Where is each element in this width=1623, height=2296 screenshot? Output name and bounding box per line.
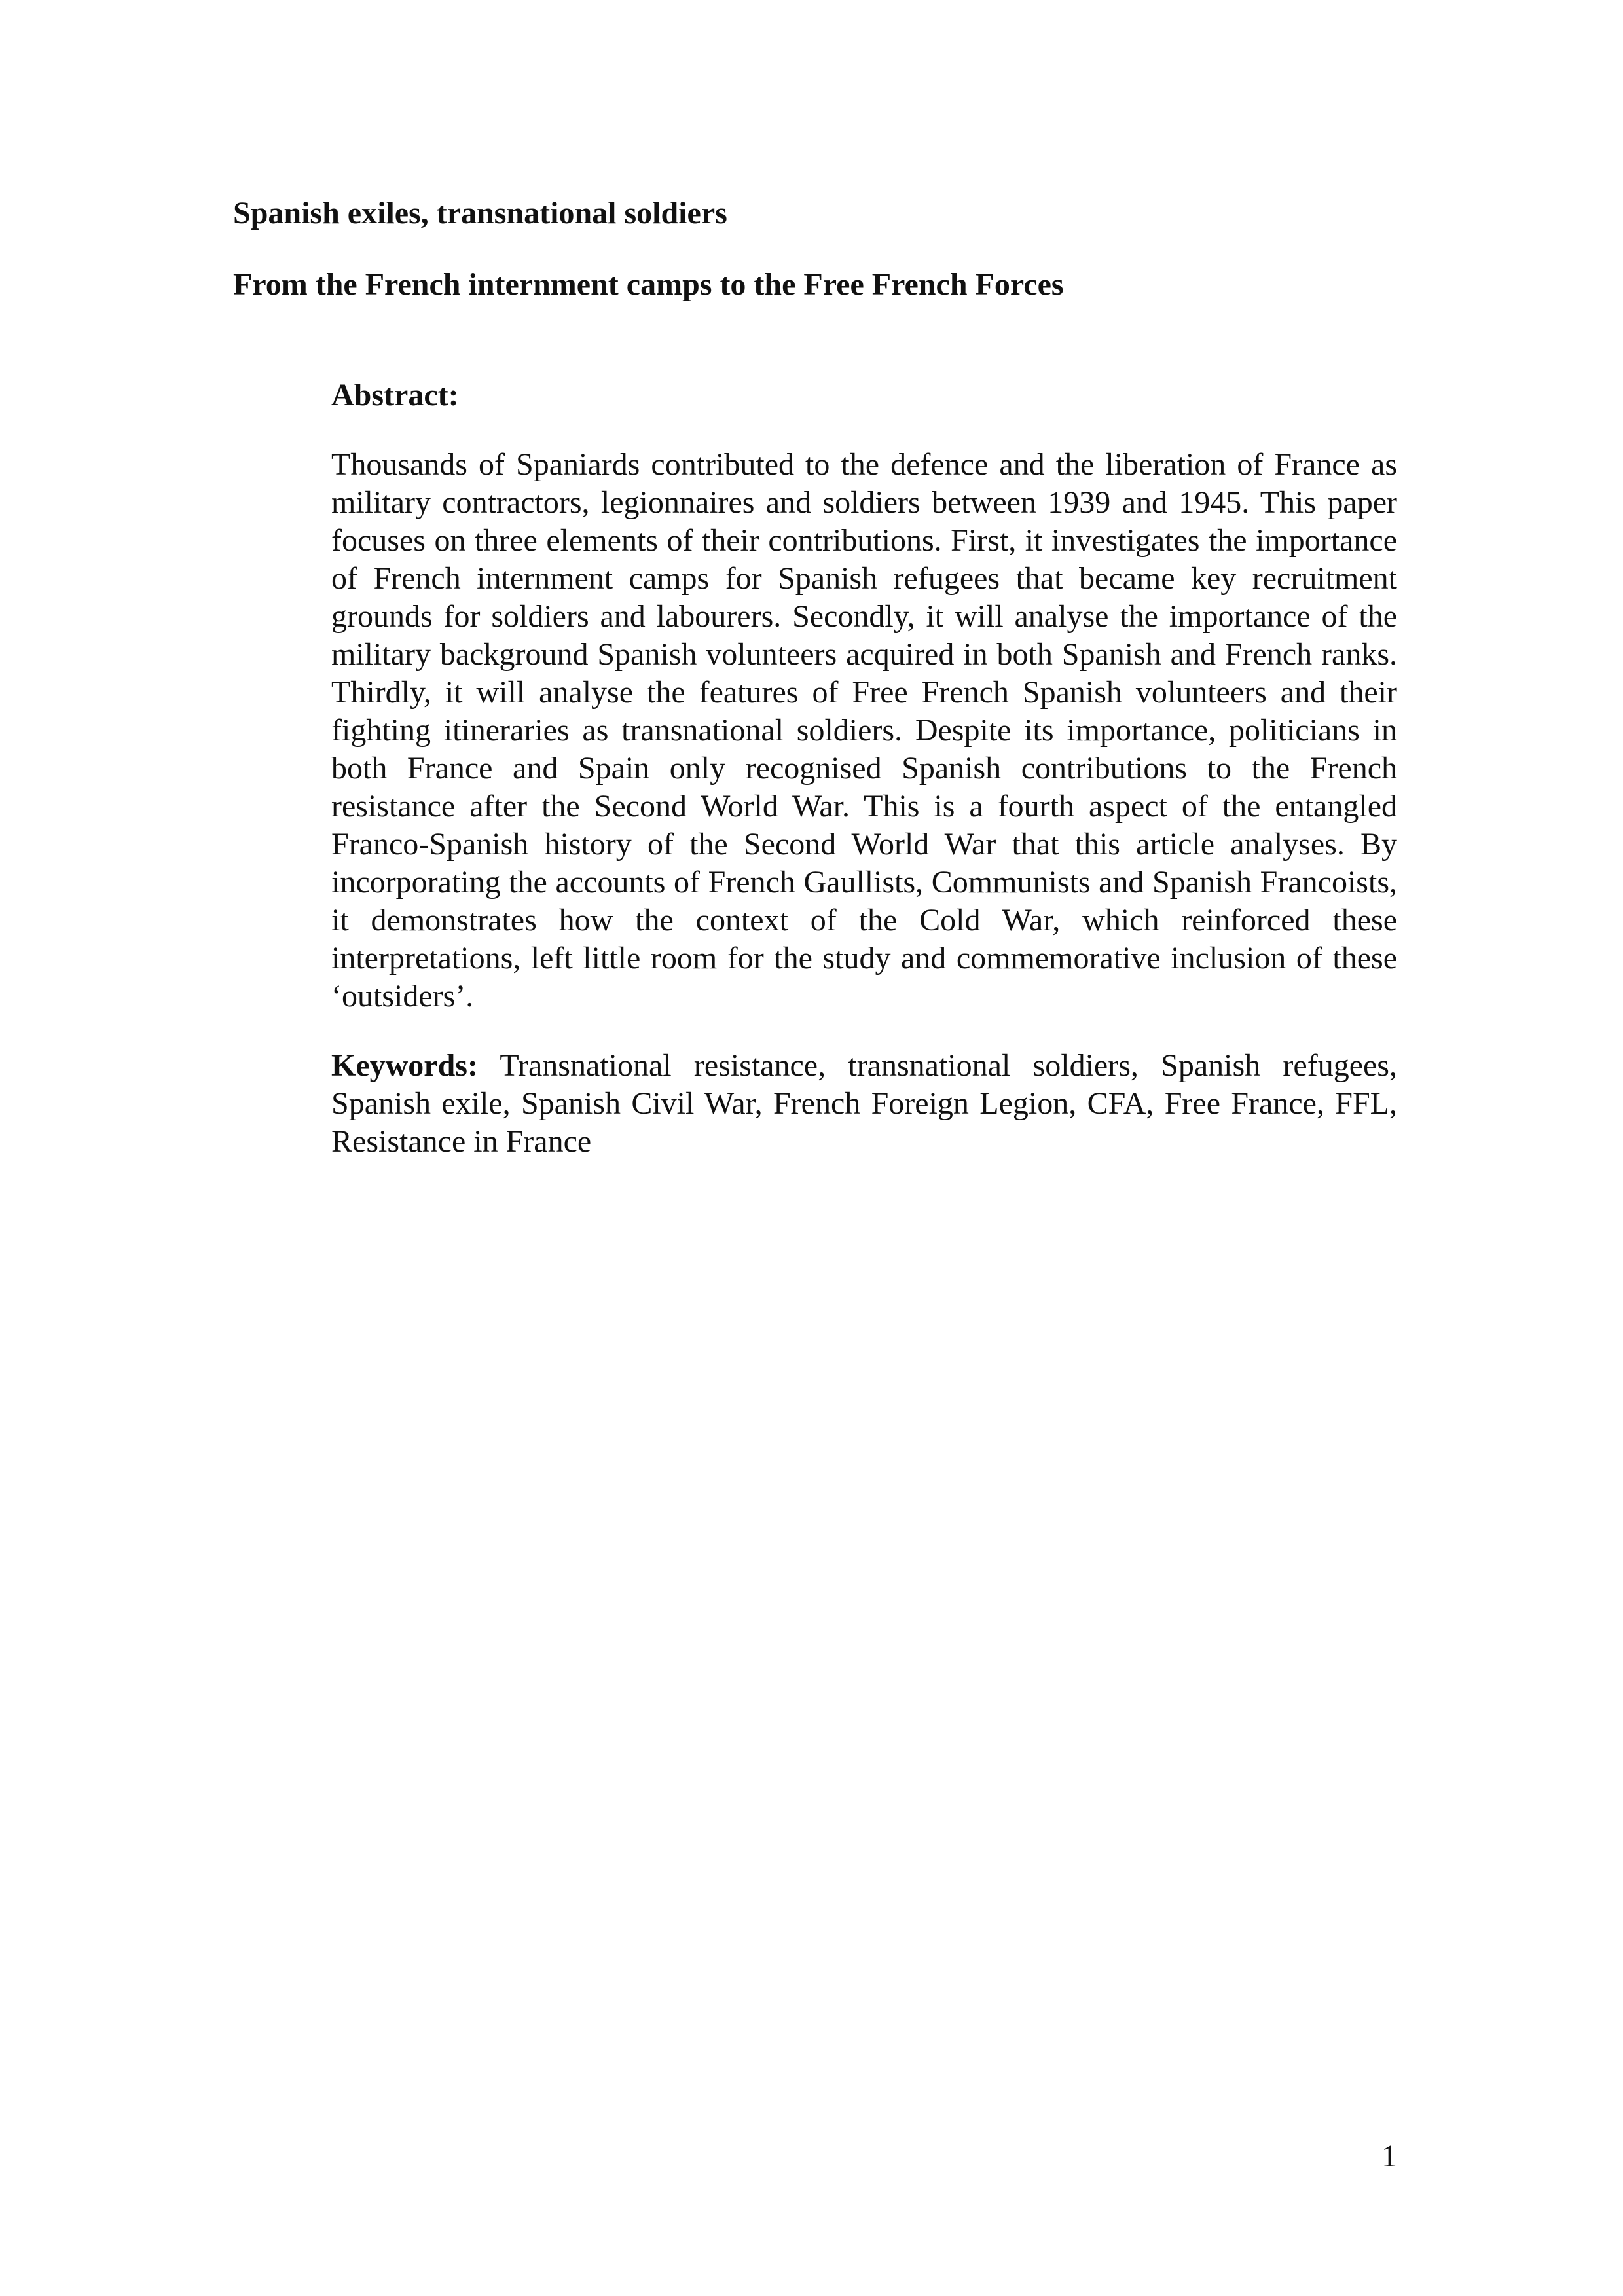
keywords-text: Transnational resistance, transnational soldiers, Spanish refugees, Spanish exile, Spanish Civil War, French Foreign Legion, CFA, Free France, FFL, Resistance in France (331, 1048, 1397, 1159)
paper-subtitle: From the French internment camps to the Free French Forces (233, 267, 1064, 302)
paper-title: Spanish exiles, transnational soldiers (233, 196, 727, 230)
abstract-text: Thousands of Spaniards contributed to the defence and the liberation of France as military contractors, legionnaires and soldiers between 1939 and 1945. This paper focuses on three elements of their contributions. First, it investigates the importance of French internment camps for Spanish refugees that became key recruitment grounds for soldiers and labourers. Secondly, it will analyse the importance of the military background Spanish volunteers acquired in both Spanish and French ranks. Thirdly, it will analyse the features of Free French Spanish volunteers and their fighting itineraries as transnational soldiers. Despite its importance, politicians in both France and Spain only recognised Spanish contributions to the French resistance after the Second World War. This is a fourth aspect of the entangled Franco-Spanish history of the Second World War that this article analyses. By incorporating the accounts of French Gaullists, Communists and Spanish Francoists, it demonstrates how the context of the Cold War, which reinforced these interpretations, left little room for the study and commemorative inclusion of these ‘outsiders’. (331, 447, 1397, 1013)
abstract-heading: Abstract: (331, 378, 459, 412)
keywords-paragraph (331, 1047, 1397, 1161)
abstract-section (331, 376, 1397, 1161)
keywords-label: Keywords: (331, 1048, 478, 1083)
page-number: 1 (1381, 2139, 1397, 2174)
